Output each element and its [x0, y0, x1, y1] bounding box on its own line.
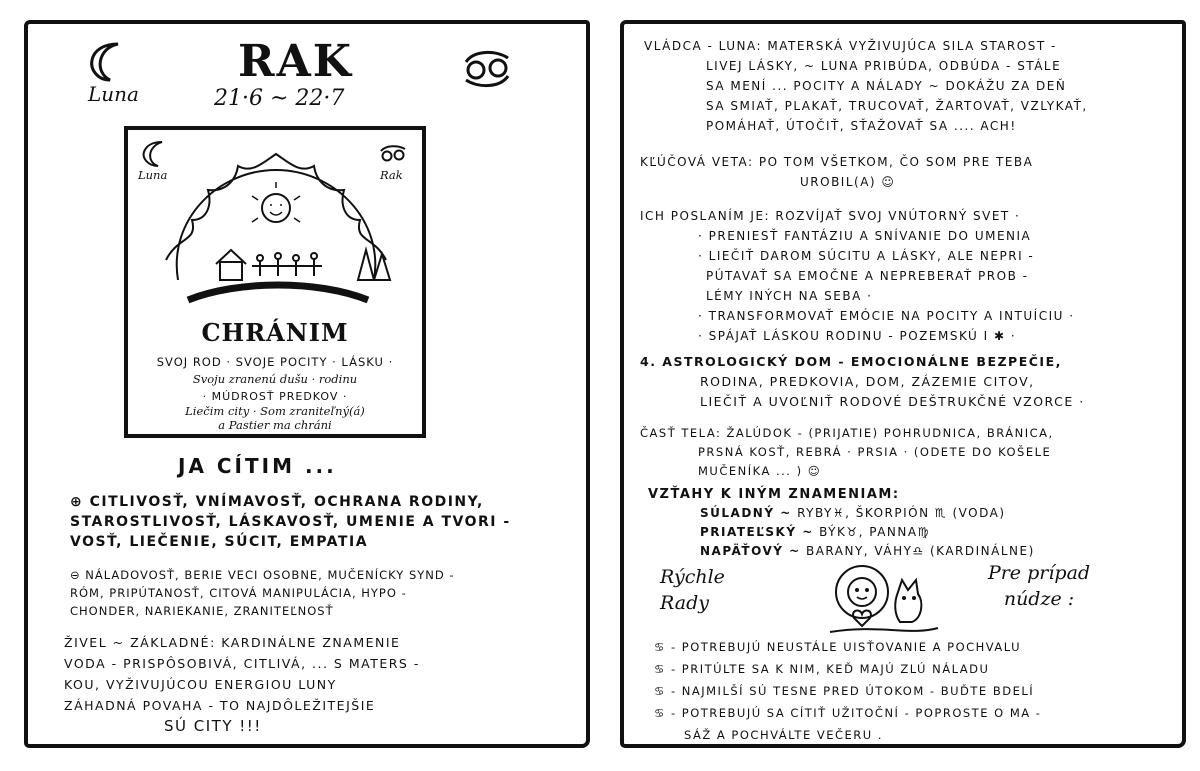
veta-line: UROBIL(A) ☺: [800, 175, 896, 189]
illustration-frame: [124, 126, 426, 438]
zivel-block: [64, 632, 420, 737]
tip-item: ♋ - PRITÚLTE SA K NIM, KEĎ MAJÚ ZLÚ NÁLADU: [654, 662, 990, 676]
zivel-line: KOU, VYŽIVUJÚCOU ENERGIOU LUNY: [64, 677, 337, 692]
vladca-line: SA MENÍ ... POCITY A NÁLADY ~ DOKÁŽU ZA DEŇ: [706, 79, 1067, 93]
left-page: [24, 20, 590, 748]
right-page: [620, 20, 1186, 748]
tela-line: PRSNÁ KOSŤ, REBRÁ · PRSIA · (ODETE DO KOŠELE: [698, 445, 1052, 459]
poslanie-line: ICH POSLANÍM JE: ROZVÍJAŤ SVOJ VNÚTORNÝ SVET ·: [640, 209, 1021, 223]
rady-left: Rýchle Rady: [660, 566, 725, 614]
moon-label: Luna: [88, 82, 139, 106]
crescent-moon-icon: [88, 40, 132, 84]
minus-line: CHONDER, NARIEKANIE, ZRANITEĽNOSŤ: [70, 604, 334, 618]
plus-traits: [70, 492, 511, 552]
poslanie-line: · TRANSFORMOVAŤ EMÓCIE NA POCITY A INTUÍCIU ·: [698, 309, 1075, 323]
illustration-headline: CHRÁNIM: [201, 318, 349, 347]
cancer-sign-icon: [460, 48, 514, 90]
veta-line: KĽÚČOVÁ VETA: PO TOM VŠETKOM, ČO SOM PRE TEBA: [640, 155, 1034, 169]
illustration-line-3: · MÚDROSŤ PREDKOV ·: [202, 390, 348, 403]
poslanie-line: · LIEČIŤ DAROM SÚCITU A LÁSKY, ALE NEPRI -: [698, 249, 1035, 263]
plus-line: STAROSTLIVOSŤ, LÁSKAVOSŤ, UMENIE A TVORI -: [70, 514, 511, 530]
tela-block: [640, 424, 1054, 481]
poslanie-line: LÉMY INÝCH NA SEBA ·: [706, 289, 873, 303]
minus-traits: [70, 566, 455, 620]
page-title: RAK: [238, 36, 353, 87]
poslanie-block: [640, 206, 1075, 346]
date-range: 21·6 ~ 22·7: [214, 86, 345, 111]
tip-item: SÁŽ A POCHVÁLTE VEČERU .: [684, 728, 884, 742]
dom-line: RODINA, PREDKOVIA, DOM, ZÁZEMIE CITOV,: [700, 374, 1035, 389]
illustration-line-5: a Pastier ma chráni: [218, 418, 332, 432]
illustration-line-4: Liečim city · Som zraniteľný(á): [185, 404, 365, 418]
poslanie-line: PÚTAVAŤ SA EMOČNE A NEPREBERAŤ PROB -: [706, 269, 1029, 283]
vztahy-list: [700, 504, 1035, 561]
tela-line: MUČENÍKA ... ) ☺: [698, 464, 822, 478]
vztah-value: RYBY♓, ŠKORPIÓN ♏ (VODA): [797, 506, 1006, 520]
section-heading: JA CÍTIM ...: [178, 454, 337, 478]
vztah-label: PRIATEĽSKÝ ~: [700, 525, 814, 539]
tip-item: ♋ - POTREBUJÚ NEUSTÁLE UISŤOVANIE A POCHVALU: [654, 640, 1022, 654]
girl-and-cat-icon: [820, 562, 940, 640]
vladca-line: VLÁDCA - LUNA: MATERSKÁ VYŽIVUJÚCA SILA STAROST -: [644, 39, 1057, 53]
vztah-label: SÚLADNÝ ~: [700, 506, 792, 520]
vladca-line: SA SMIAŤ, PLAKAŤ, TRUCOVAŤ, ŽARTOVAŤ, VZLYKAŤ,: [706, 99, 1088, 113]
vztah-value: BARANY, VÁHY♎ (KARDINÁLNE): [805, 544, 1035, 558]
rady-right: Pre prípad núdze :: [987, 562, 1091, 610]
vztahy-heading: VZŤAHY K INÝM ZNAMENIAM:: [648, 487, 900, 502]
minus-line: ⊖ NÁLADOVOSŤ, BERIE VECI OSOBNE, MUČENÍCKY SYND -: [70, 568, 455, 582]
vztah-row: [700, 542, 1035, 561]
village-sun-drawing: [148, 150, 404, 310]
vztah-value: BÝK♉, PANNA♍: [819, 525, 930, 539]
illustration-line-2: Svoju zranenú dušu · rodinu: [192, 372, 358, 386]
vladca-block: [644, 36, 1088, 136]
illustration-sign-label: Rak: [380, 168, 403, 182]
veta-block: [640, 152, 1033, 192]
illustration-line-1: SVOJ ROD · SVOJE POCITY · LÁSKU ·: [156, 355, 394, 369]
plus-line: VOSŤ, LIEČENIE, SÚCIT, EMPATIA: [70, 534, 369, 550]
tip-item: ♋ - NAJMILŠÍ SÚ TESNE PRED ÚTOKOM - BUĎTE BDELÍ: [654, 684, 1035, 698]
vztah-label: NAPÄŤOVÝ ~: [700, 544, 801, 558]
zivel-line: SÚ CITY !!!: [164, 717, 262, 735]
zivel-line: ŽIVEL ~ ZÁKLADNÉ: KARDINÁLNE ZNAMENIE: [64, 635, 401, 650]
zivel-line: VODA - PRISPÔSOBIVÁ, CITLIVÁ, ... S MATERS -: [64, 656, 420, 671]
illustration-moon-label: Luna: [138, 168, 168, 182]
dom-line: 4. ASTROLOGICKÝ DOM - EMOCIONÁLNE BEZPEČIE,: [640, 354, 1062, 369]
dom-line: LIEČIŤ A UVOĽNIŤ RODOVÉ DEŠTRUKČNÉ VZORCE ·: [700, 394, 1085, 409]
tela-line: ČASŤ TELA: ŽALÚDOK - (PRIJATIE) POHRUDNICA, BRÁNICA,: [640, 426, 1054, 440]
vladca-line: LIVEJ LÁSKY, ~ LUNA PRIBÚDA, ODBÚDA - STÁLE: [706, 59, 1062, 73]
vztah-row: [700, 523, 1035, 542]
plus-line: ⊕ CITLIVOSŤ, VNÍMAVOSŤ, OCHRANA RODINY,: [70, 494, 484, 510]
vztah-row: [700, 504, 1035, 523]
tips-list: [654, 636, 1041, 746]
zivel-line: ZÁHADNÁ POVAHA - TO NAJDÔLEŽITEJŠIE: [64, 698, 376, 713]
minus-line: RÓM, PRIPÚTANOSŤ, CITOVÁ MANIPULÁCIA, HYPO -: [70, 586, 407, 600]
tip-item: ♋ - POTREBUJÚ SA CÍTIŤ UŽITOČNÍ - POPROSTE O MA -: [654, 706, 1042, 720]
poslanie-line: · SPÁJAŤ LÁSKOU RODINU - POZEMSKÚ I ✱ ·: [698, 329, 1017, 343]
vladca-line: POMÁHAŤ, ÚTOČIŤ, SŤAŽOVAŤ SA .... ACH!: [706, 119, 1017, 133]
dom-block: [640, 352, 1085, 412]
poslanie-line: · PRENIESŤ FANTÁZIU A SNÍVANIE DO UMENIA: [698, 229, 1032, 243]
